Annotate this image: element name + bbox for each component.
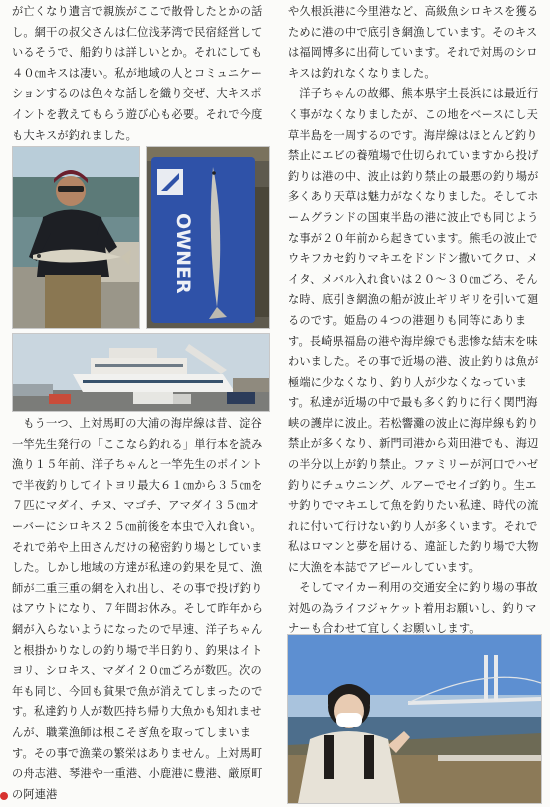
left-column-top-text (12, 2, 270, 146)
paragraph: が亡くなり遺言で親族がここで散骨したとかの話し。網干の叔父さんは仁位浅茅湾で民宿経営しているそうで、船釣りは詳しいとか。それにしても４０㎝キスは凄い。私が地域の人とコミュニケーションするのは色々な話しを織り交ぜ、大キスポイントを教えてもらう遊び心も必要。それで今度も大キスが釣れました。 (12, 5, 263, 142)
paragraph: もう一つ、上対馬町の大浦の海岸線は昔、淀谷一竿先生発行の「ここなら釣れる」単行本を読み漁り１５年前、洋子ちゃんと一竿先生のポイントで半夜釣りしてイトヨリ最大６１㎝から３５㎝を７匹にマダイ、チヌ、マゴチ、アマダイ３５㎝オーバーにシロキス２５㎝前後を本虫で入れ食い。それで弟や上田さんだけの秘密釣り場としていました。しかし地域の方達が私達の釣果を見て、漁師が二重三重の網を入れ出し、その事で投げ釣りはアウトになり、７年間お休み。そして昨年から網が入らないようになったので早速、洋子ちゃんと根掛かりなしの釣り場で半日釣り、釣果はイトヨリ、シロキス、マダイ２０㎝ごろが数匹。次の年も同じ、今回も貧果で魚が消えてしまったのです。私達釣り人が数匹持ち帰り大魚かも知れませんが、職業漁師は根こそぎ魚を取ってしまいます。その事で漁業の繁栄はありません。上対馬町の舟志港、琴港や一重港、小鹿港に豊港、厳原町の阿連港 (12, 417, 264, 801)
owner-brand-text: OWNER (172, 213, 194, 294)
paragraph: や久根浜港に今里港など、高級魚シロキスを獲るために港の中で底引き網漁しています。そのキスは福岡博多に出荷しています。それで対馬のシロキスは釣れなくなりました。 (288, 5, 539, 80)
photo-man-holding-fish (12, 146, 140, 329)
paragraph: 洋子ちゃんの故郷、熊本県宇土長浜には最近行く事がなくなりましたが、この地をベースにし天草半島を一周するのです。海岸線はほとんど釣り禁止にエビの養殖場で仕切られていますから投げ釣りは港の中、波止は釣り禁止の最悪の釣り場が多くあり天草は魅力がなくなりました。そしてホームグランドの国東半島の港に波止でも同じような事が２０年前から起きています。熊毛の波止でウキフカセ釣りマキエをドンドン撒いてクロ、メイタ、メバル入れ食いは２０～３０㎝ごろ、そんな時、底引き網漁の船が波止ギリギリを引いて廻るのです。姫島の４つの港廻りも同等にあります。長崎県福島の港や海岸線でも悲惨な結末を味わいました。その事で近場の港、波止釣りは魚が極端に少なくなり、釣り人が少なくなっています。私達が近場の中で最も多く釣りに行く関門海峡の護岸に波止。若松響灘の波止に海岸線も釣り禁止が多くなり、新門司港から苅田港でも、海辺の半分以上が釣り禁止。ファミリーが河口でハゼ釣りにチュウニング、ルアーでセイゴ釣り。生エサ釣りでマキエして魚を釣りたい私達、時代の流れに付いて行けない釣り人が多くいます。それで私はロマンと夢を届ける、違証した釣り場で大物に大漁を本誌でアピールしています。 (288, 87, 539, 575)
left-column-bottom-text (12, 414, 270, 805)
photo-ferry-at-port (12, 333, 270, 412)
right-column-bottom-text (288, 578, 540, 640)
right-column-top-text (288, 2, 540, 579)
photo-woman-at-bridge (287, 634, 542, 804)
photo-fish-on-cooler-board (146, 146, 270, 329)
corner-mark (0, 792, 8, 800)
paragraph: そしてマイカー利用の交通安全に釣り場の事故対処の為ライフジャケット着用お願いし、釣りマナーも合わせて宜しくお願いします。 (288, 581, 538, 636)
